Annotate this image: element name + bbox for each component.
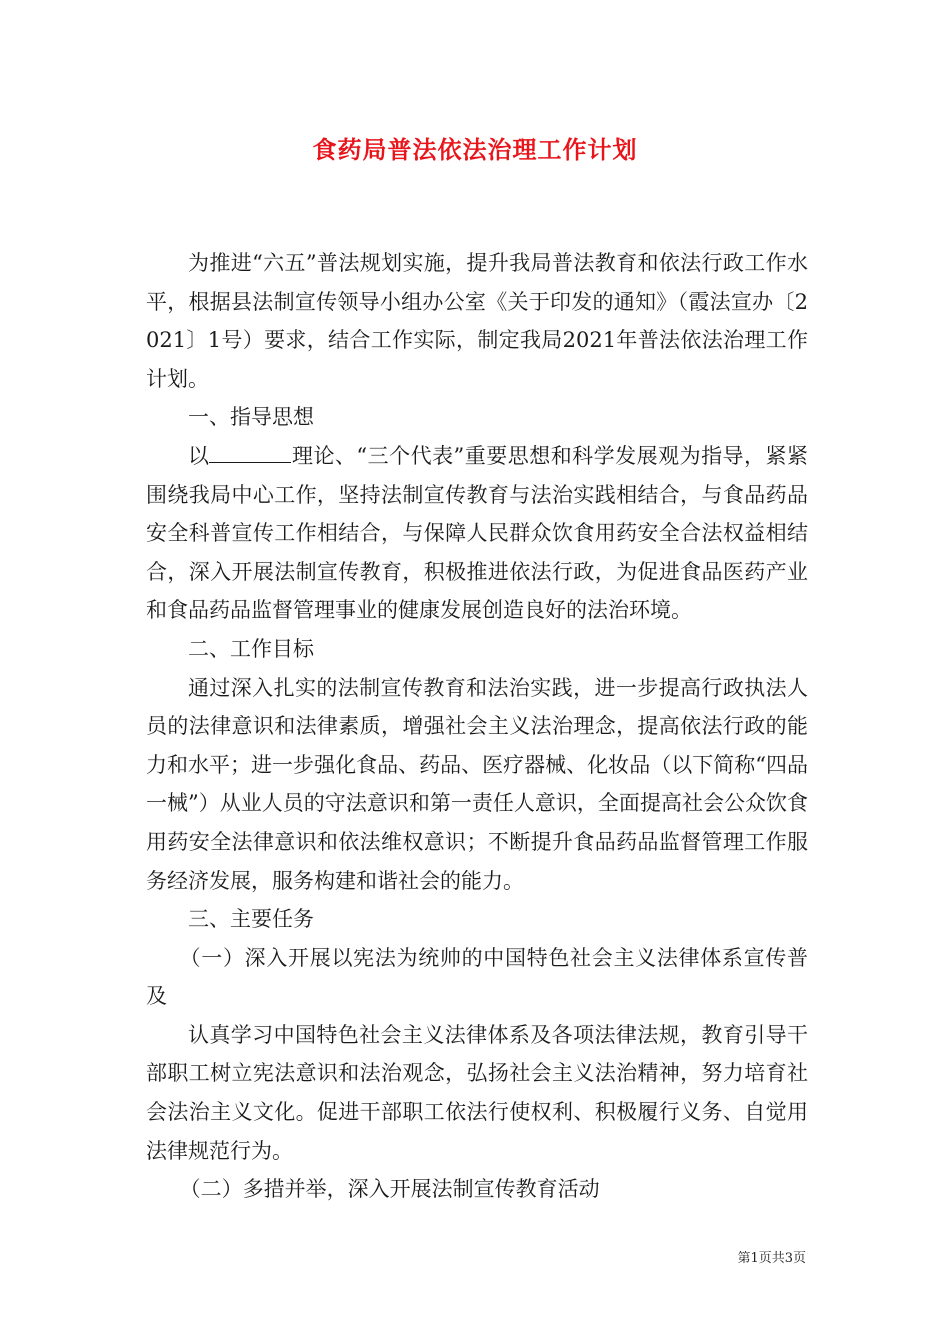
guiding-thought-lead: 以 bbox=[188, 443, 210, 468]
blank-underline bbox=[209, 444, 291, 463]
section-heading-main-tasks: 三、主要任务 bbox=[188, 907, 314, 932]
section-heading-work-goals: 二、工作目标 bbox=[188, 636, 314, 661]
guiding-thought-text: 理论、“三个代表”重要思想和科学发展观为指导，紧紧围绕我局中心工作，坚持法制宣传教育与法治实践相结合，与食品药品安全科普宣传工作相结合，与保障人民群众饮食用药安全合法权益相结合，深入开展法制宣传教育，积极推进依法行政，为促进食品医药产业和食品药品监督管理事业的健康发展创造良好的法治环境。 bbox=[146, 443, 808, 623]
subsection-heading-2: （二）多措并举，深入开展法制宣传教育活动 bbox=[179, 1177, 600, 1202]
subsection-heading-1: （一）深入开展以宪法为统帅的中国特色社会主义法律体系宣传普及 bbox=[146, 945, 808, 1009]
document-title: 食药局普法依法治理工作计划 bbox=[312, 135, 638, 164]
document-body bbox=[146, 244, 808, 1209]
section-heading-guiding-thought: 一、指导思想 bbox=[188, 405, 314, 430]
subsection-1-paragraph: 认真学习中国特色社会主义法律体系及各项法律法规，教育引导干部职工树立宪法意识和法治观念，弘扬社会主义法治精神，努力培育社会法治主义文化。促进干部职工依法行使权利、积极履行义务、自觉用法律规范行为。 bbox=[146, 1022, 808, 1163]
page-number: 第1页共3页 bbox=[737, 1251, 806, 1266]
guiding-thought-paragraph bbox=[146, 437, 808, 630]
work-goals-paragraph: 通过深入扎实的法制宣传教育和法治实践，进一步提高行政执法人员的法律意识和法律素质，增强社会主义法治理念，提高依法行政的能力和水平；进一步强化食品、药品、医疗器械、化妆品（以下简称“四品一械”）从业人员的守法意识和第一责任人意识，全面提高社会公众饮食用药安全法律意识和依法维权意识；不断提升食品药品监督管理工作服务经济发展，服务构建和谐社会的能力。 bbox=[146, 675, 808, 893]
intro-paragraph: 为推进“六五”普法规划实施，提升我局普法教育和依法行政工作水平，根据县法制宣传领导小组办公室《关于印发的通知》（霞法宣办〔2021〕1号）要求，结合工作实际，制定我局2021年普法依法治理工作计划。 bbox=[146, 251, 808, 391]
